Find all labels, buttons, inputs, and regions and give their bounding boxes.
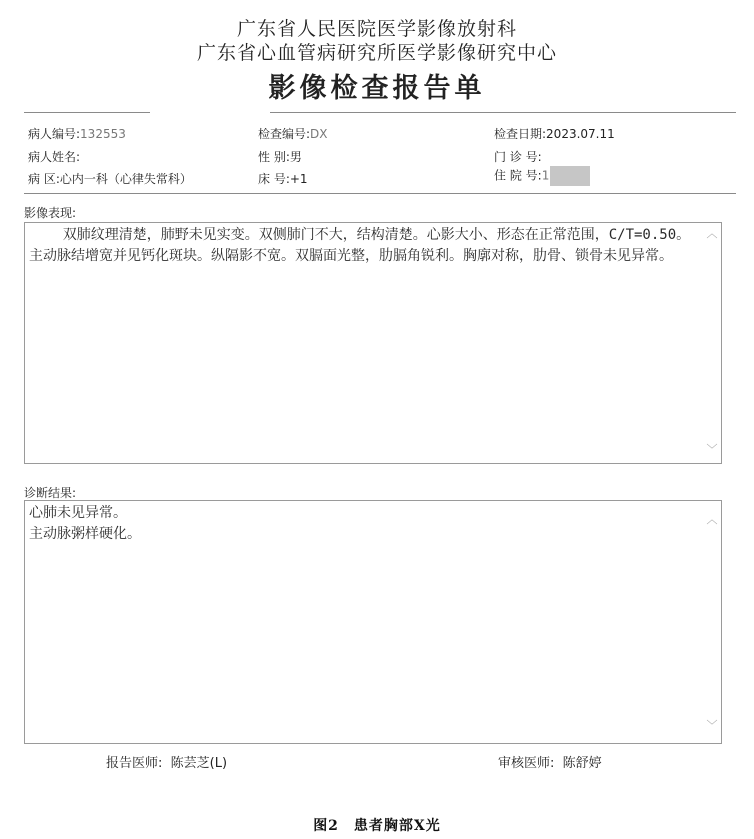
scroll-down-icon[interactable]: ﹀ xyxy=(706,443,718,456)
clinic-number-label: 门 诊 号: xyxy=(494,150,542,164)
redaction-block xyxy=(550,166,590,186)
exam-number-label: 检查编号: xyxy=(258,127,311,141)
findings-textarea[interactable] xyxy=(24,222,722,464)
patient-id-value: 132553 xyxy=(80,127,126,141)
reviewer-signature xyxy=(498,752,602,771)
findings-text: 双肺纹理清楚，肺野未见实变。双侧肺门不大，结构清楚。心影大小、形态在正常范围，C/T=0.50。主动脉结增宽并见钙化斑块。纵隔影不宽。双膈面光整，肋膈角锐利。胸廓对称，肋骨、锁骨未见异常。 xyxy=(29,227,691,264)
reviewer-name: 陈舒婷 xyxy=(562,756,602,771)
patient-sex-label: 性 别: xyxy=(258,150,290,164)
exam-number xyxy=(258,125,328,142)
diagnosis-line-2: 主动脉粥样硬化。 xyxy=(29,526,141,542)
ward xyxy=(28,170,192,187)
exam-date-label: 检查日期: xyxy=(494,127,547,141)
header-divider xyxy=(24,112,736,113)
exam-date-value: 2023.07.11 xyxy=(546,127,615,141)
patient-name-label: 病人姓名: xyxy=(28,150,81,164)
patient-name xyxy=(28,148,80,165)
ward-value: 心内一科（心律失常科） xyxy=(59,172,192,186)
hospital-name-line1: 广东省人民医院医学影像放射科 xyxy=(236,18,517,40)
ward-label: 病 区: xyxy=(28,172,60,186)
diagnosis-line-1: 心肺未见异常。 xyxy=(29,505,127,521)
exam-number-value: DX xyxy=(310,127,328,141)
patient-id xyxy=(28,125,126,142)
inpatient-number-label: 住 院 号: xyxy=(494,168,542,183)
scroll-down-icon[interactable]: ﹀ xyxy=(706,719,718,732)
bed-number-label: 床 号: xyxy=(258,172,290,186)
exam-date xyxy=(494,125,615,142)
patient-id-label: 病人编号: xyxy=(28,127,81,141)
reviewer-label: 审核医师: xyxy=(498,756,555,771)
report-sheet xyxy=(10,0,744,790)
scroll-up-icon[interactable]: ︿ xyxy=(706,227,718,240)
report-title: 影像检查报告单 xyxy=(268,73,486,104)
reporter-name: 陈芸芝(L) xyxy=(170,756,228,771)
info-divider xyxy=(24,193,736,194)
figure-caption: 图2 患者胸部X光 xyxy=(313,818,441,834)
reporter-signature xyxy=(106,752,227,771)
patient-sex-value: 男 xyxy=(289,150,302,164)
clinic-number xyxy=(494,148,542,165)
findings-label: 影像表现: xyxy=(24,206,77,220)
reporter-label: 报告医师: xyxy=(106,756,163,771)
inpatient-number xyxy=(494,166,590,186)
diagnosis-textarea[interactable] xyxy=(24,500,722,744)
divider-gap xyxy=(150,108,270,116)
scroll-up-icon[interactable]: ︿ xyxy=(706,513,718,526)
bed-number xyxy=(258,170,308,187)
inpatient-number-value: 1 xyxy=(541,168,550,183)
diagnosis-text xyxy=(29,503,699,545)
patient-sex xyxy=(258,148,302,165)
diagnosis-label: 诊断结果: xyxy=(24,486,77,500)
bed-number-value: +1 xyxy=(289,172,308,186)
hospital-name-line2: 广东省心血管病研究所医学影像研究中心 xyxy=(196,42,557,64)
